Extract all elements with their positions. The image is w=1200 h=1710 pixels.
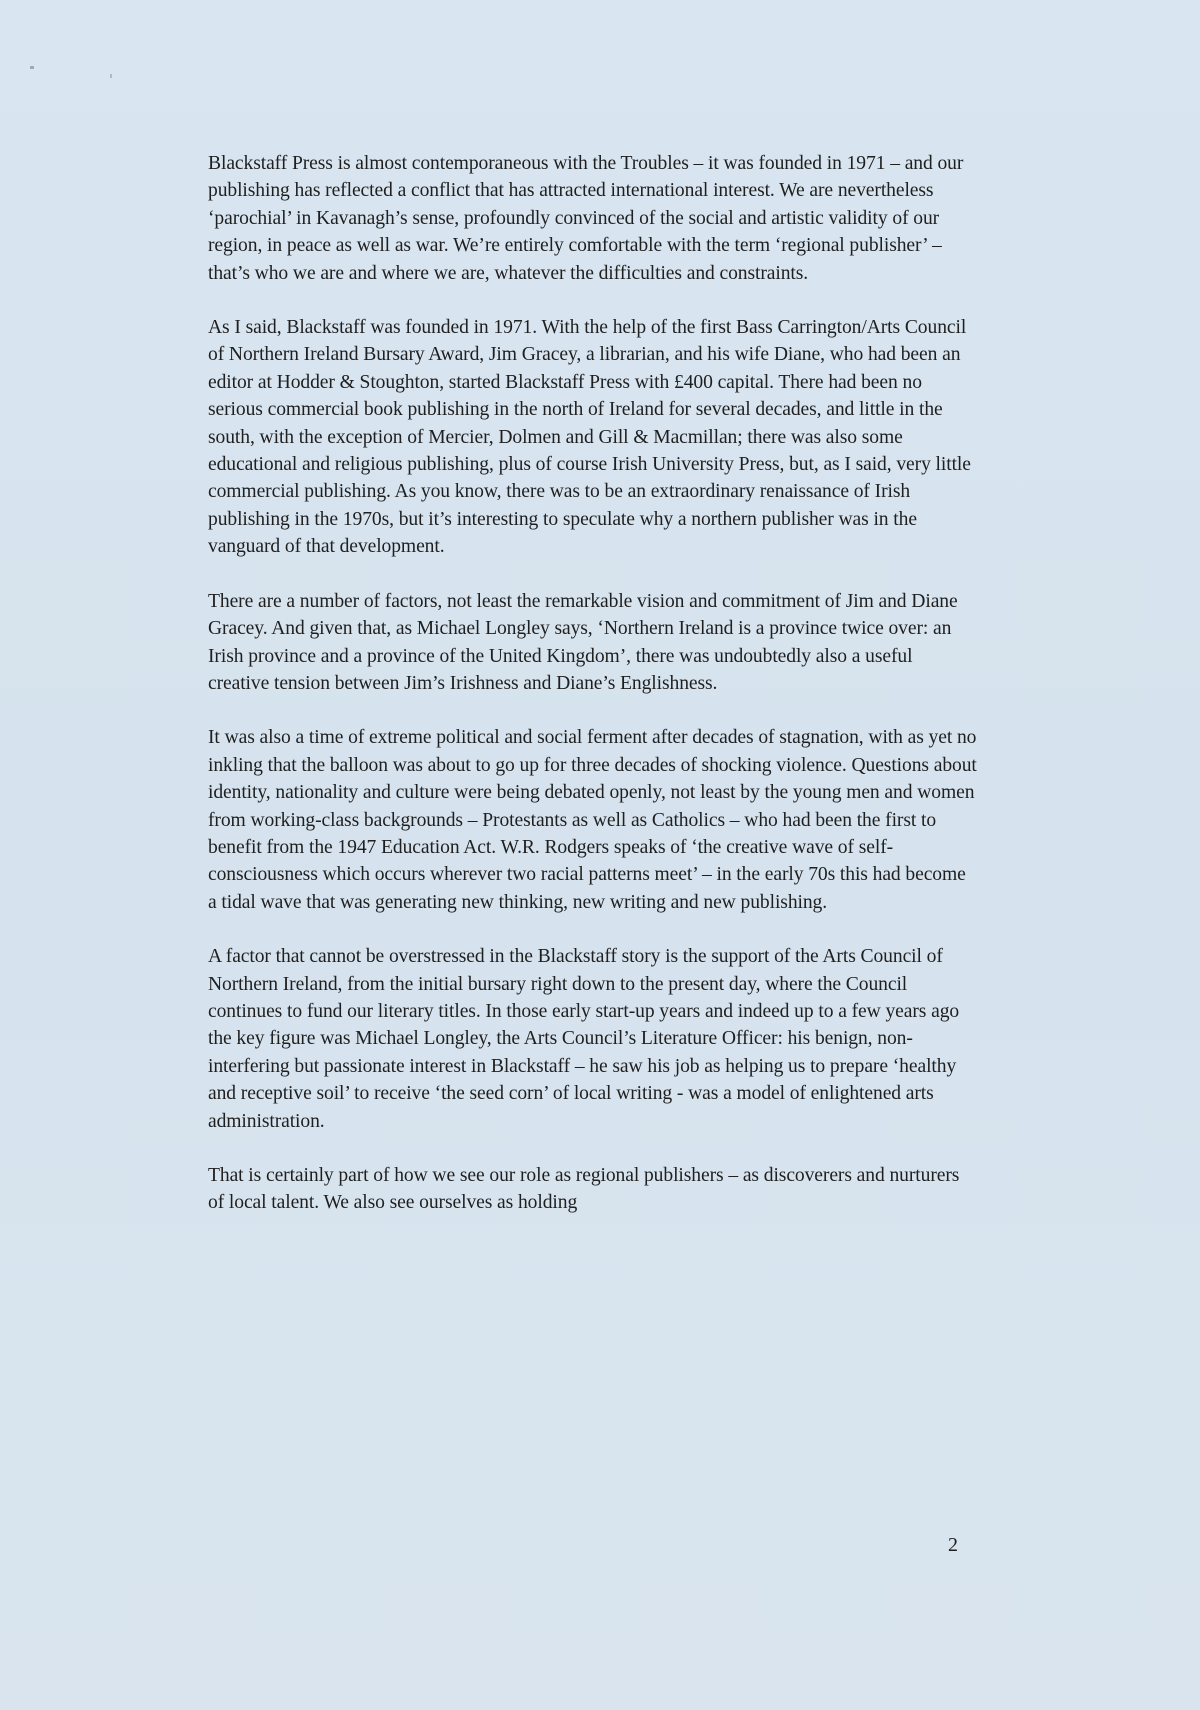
paragraph-1: Blackstaff Press is almost contemporaneous with the Troubles – it was founded in 1971 – and our publishing has reflected a conflict that has attracted international interest. We are nevertheless ‘parochial’ in Kavanagh’s sense, profoundly convinced of the social and artistic validity of our region, in peace as well as war. We’re entirely comfortable with the term ‘regional publisher’ – that’s who we are and where we are, whatever the difficulties and constraints. [208, 153, 964, 284]
scan-speck [30, 66, 34, 69]
body-text [208, 150, 978, 1244]
paragraph-5: A factor that cannot be overstressed in the Blackstaff story is the support of the Arts Council of Northern Ireland, from the initial bursary right down to the present day, where the Council continues to fund our literary titles. In those early start-up years and indeed up to a few years ago the key figure was Michael Longley, the Arts Council’s Literature Officer: his benign, non-interfering but passionate interest in Blackstaff – he saw his job as helping us to prepare ‘healthy and receptive soil’ to receive ‘the seed corn’ of local writing - was a model of enlightened arts administration. [208, 946, 960, 1132]
paragraph-3: There are a number of factors, not least the remarkable vision and commitment of Jim and Diane Gracey. And given that, as Michael Longley says, ‘Northern Ireland is a province twice over: an Irish province and a province of the United Kingdom’, there was undoubtedly also a useful creative tension between Jim’s Irishness and Diane’s Englishness. [208, 590, 958, 694]
scan-speck [110, 74, 112, 78]
paragraph-4: It was also a time of extreme political and social ferment after decades of stagnation, with as yet no inkling that the balloon was about to go up for three decades of shocking violence. Questions about identity, nationality and culture were being debated openly, not least by the young men and women from working-class backgrounds – Protestants as well as Catholics – who had been the first to benefit from the 1947 Education Act. W.R. Rodgers speaks of ‘the creative wave of self-consciousness which occurs wherever two racial patterns meet’ – in the early 70s this had become a tidal wave that was generating new thinking, new writing and new publishing. [208, 727, 977, 913]
page-number: 2 [948, 1534, 958, 1556]
paragraph-6: That is certainly part of how we see our role as regional publishers – as discoverers and nurturers of local talent. We also see ourselves as holding [208, 1165, 960, 1214]
paragraph-2: As I said, Blackstaff was founded in 1971. With the help of the first Bass Carrington/Arts Council of Northern Ireland Bursary Award, Jim Gracey, a librarian, and his wife Diane, who had been an editor at Hodder & Stoughton, started Blackstaff Press with £400 capital. There had been no serious commercial book publishing in the north of Ireland for several decades, and little in the south, with the exception of Mercier, Dolmen and Gill & Macmillan; there was also some educational and religious publishing, plus of course Irish University Press, but, as I said, very little commercial publishing. As you know, there was to be an extraordinary renaissance of Irish publishing in the 1970s, but it’s interesting to speculate why a northern publisher was in the vanguard of that development. [208, 317, 971, 558]
